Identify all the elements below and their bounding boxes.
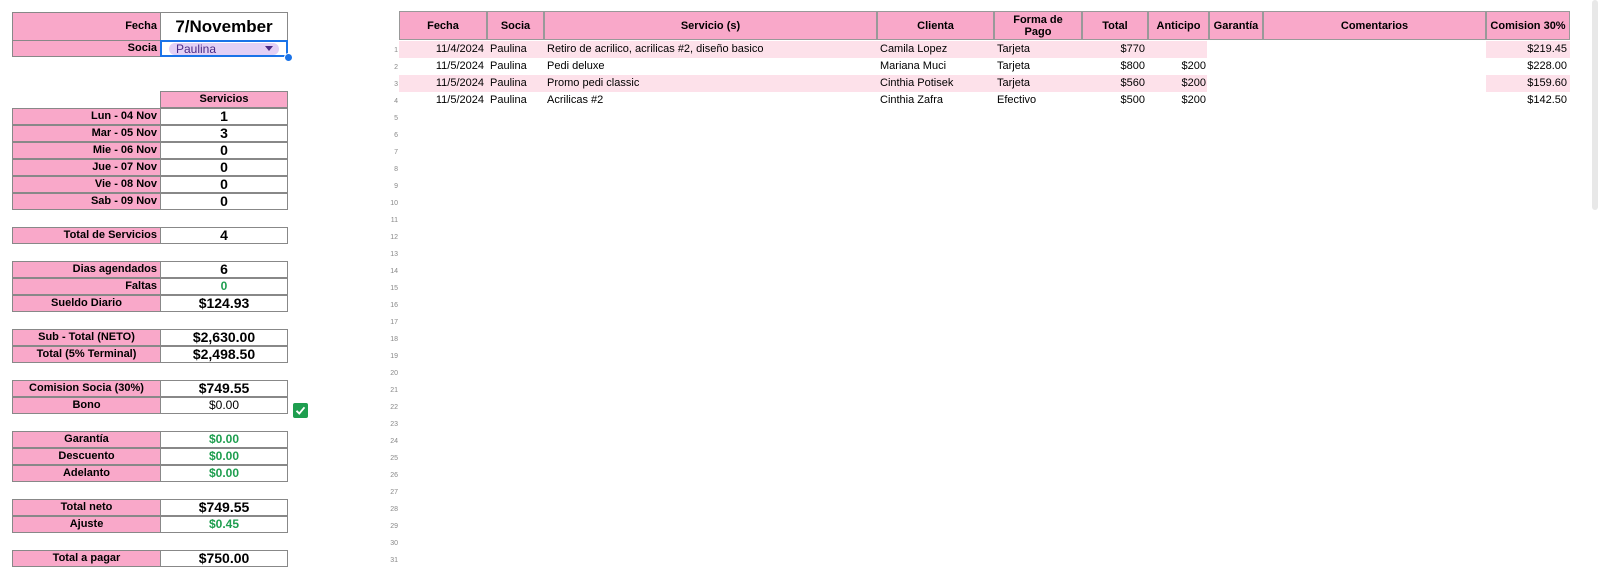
cell-servicio[interactable]: Acrilicas #2 [547, 94, 604, 106]
day-label-mar: Mar - 05 Nov [12, 125, 161, 142]
cell-comision[interactable]: $228.00 [1527, 60, 1567, 72]
cell-forma-pago[interactable]: Tarjeta [997, 77, 1031, 89]
row-number: 1 [394, 47, 398, 54]
row-number: 27 [390, 489, 398, 496]
descuento-value[interactable]: $0.00 [160, 448, 288, 465]
comision-value[interactable]: $749.55 [160, 380, 288, 397]
col-header-servicio[interactable]: Servicio (s) [544, 11, 877, 40]
row-number: 23 [390, 421, 398, 428]
row-number: 17 [390, 319, 398, 326]
garantia-value[interactable]: $0.00 [160, 431, 288, 448]
cell-comision[interactable]: $159.60 [1527, 77, 1567, 89]
cell-forma-pago[interactable]: Efectivo [997, 94, 1037, 106]
cell-anticipo[interactable] [1148, 41, 1206, 58]
row-number: 7 [394, 149, 398, 156]
row-number: 21 [390, 387, 398, 394]
day-value-sab[interactable]: 0 [160, 193, 288, 210]
total-servicios-label: Total de Servicios [12, 227, 161, 244]
row-number: 28 [390, 506, 398, 513]
servicios-header: Servicios [160, 91, 288, 108]
row-number: 26 [390, 472, 398, 479]
subtotal-value[interactable]: $2,630.00 [160, 329, 288, 346]
day-value-lun[interactable]: 1 [160, 108, 288, 125]
row-number: 31 [390, 557, 398, 564]
row-number: 30 [390, 540, 398, 547]
day-label-vie: Vie - 08 Nov [12, 176, 161, 193]
adelanto-label: Adelanto [12, 465, 161, 482]
cell-clienta[interactable]: Cinthia Potisek [880, 77, 954, 89]
cell-fecha[interactable]: 11/4/2024 [435, 43, 484, 55]
row-number: 18 [390, 336, 398, 343]
cell-total[interactable]: $800 [1120, 60, 1145, 72]
cell-servicio[interactable]: Retiro de acrilico, acrilicas #2, diseño basico [547, 43, 764, 55]
total-neto-value[interactable]: $749.55 [160, 499, 288, 516]
cell-anticipo[interactable]: $200 [1181, 94, 1206, 106]
row-number: 19 [390, 353, 398, 360]
day-label-mie: Mie - 06 Nov [12, 142, 161, 159]
row-number: 20 [390, 370, 398, 377]
day-value-mie[interactable]: 0 [160, 142, 288, 159]
ajuste-label: Ajuste [12, 516, 161, 533]
vertical-scrollbar[interactable] [1592, 0, 1598, 210]
col-header-anticipo[interactable]: Anticipo [1148, 11, 1209, 40]
dias-agendados-value[interactable]: 6 [160, 261, 288, 278]
dias-agendados-label: Dias agendados [12, 261, 161, 278]
check-icon [295, 405, 306, 416]
row-number: 4 [394, 98, 398, 105]
total-terminal-value[interactable]: $2,498.50 [160, 346, 288, 363]
fill-handle[interactable] [284, 53, 293, 62]
row-number: 12 [390, 234, 398, 241]
cell-socia[interactable]: Paulina [490, 94, 527, 106]
cell-clienta[interactable]: Cinthia Zafra [880, 94, 943, 106]
row-number: 14 [390, 268, 398, 275]
col-header-comentarios[interactable]: Comentarios [1263, 11, 1486, 40]
row-number: 25 [390, 455, 398, 462]
cell-total[interactable]: $770 [1120, 43, 1145, 55]
fecha-label: Fecha [12, 12, 161, 41]
day-value-jue[interactable]: 0 [160, 159, 288, 176]
comision-label: Comision Socia (30%) [12, 380, 161, 397]
row-number: 13 [390, 251, 398, 258]
row-number: 6 [394, 132, 398, 139]
chevron-down-icon[interactable] [265, 46, 273, 51]
row-number: 24 [390, 438, 398, 445]
day-label-jue: Jue - 07 Nov [12, 159, 161, 176]
faltas-label: Faltas [12, 278, 161, 295]
col-header-total[interactable]: Total [1082, 11, 1148, 40]
row-number: 11 [390, 217, 398, 224]
col-header-clienta[interactable]: Clienta [877, 11, 994, 40]
cell-servicio[interactable]: Pedi deluxe [547, 60, 605, 72]
row-number: 15 [390, 285, 398, 292]
row-number: 8 [394, 166, 398, 173]
cell-socia[interactable]: Paulina [490, 77, 527, 89]
subtotal-label: Sub - Total (NETO) [12, 329, 161, 346]
day-value-mar[interactable]: 3 [160, 125, 288, 142]
cell-forma-pago[interactable]: Tarjeta [997, 60, 1031, 72]
cell-fecha[interactable]: 11/5/2024 [435, 60, 484, 72]
col-header-fecha[interactable]: Fecha [399, 11, 487, 40]
ajuste-value[interactable]: $0.45 [160, 516, 288, 533]
cell-total[interactable]: $500 [1120, 94, 1145, 106]
col-header-garantia[interactable]: Garantía [1209, 11, 1263, 40]
col-header-comision[interactable]: Comision 30% [1486, 11, 1570, 40]
bono-value[interactable]: $0.00 [160, 397, 288, 414]
cell-servicio[interactable]: Promo pedi classic [547, 77, 640, 89]
cell-socia[interactable]: Paulina [490, 43, 527, 55]
cell-anticipo[interactable]: $200 [1181, 77, 1206, 89]
total-servicios-value[interactable]: 4 [160, 227, 288, 244]
total-pagar-value[interactable]: $750.00 [160, 550, 288, 567]
total-pagar-label: Total a pagar [12, 550, 161, 567]
row-number: 5 [394, 115, 398, 122]
cell-forma-pago[interactable]: Tarjeta [997, 43, 1031, 55]
cell-socia[interactable]: Paulina [490, 60, 527, 72]
row-number: 10 [390, 200, 398, 207]
row-number: 3 [394, 81, 398, 88]
adelanto-value[interactable]: $0.00 [160, 465, 288, 482]
col-header-forma-pago[interactable]: Forma de Pago [994, 11, 1082, 40]
row-number: 22 [390, 404, 398, 411]
row-number: 29 [390, 523, 398, 530]
socia-chip[interactable] [169, 43, 279, 55]
cell-clienta[interactable]: Camila Lopez [880, 43, 948, 55]
fecha-value[interactable]: 7/November [160, 12, 288, 41]
total-terminal-label: Total (5% Terminal) [12, 346, 161, 363]
faltas-value[interactable]: 0 [160, 278, 288, 295]
day-label-sab: Sab - 09 Nov [12, 193, 161, 210]
day-value-vie[interactable]: 0 [160, 176, 288, 193]
socia-chip-value: Paulina [176, 42, 217, 56]
cell-comision[interactable]: $142.50 [1527, 94, 1567, 106]
cell-fecha[interactable]: 11/5/2024 [435, 77, 484, 89]
socia-label: Socia [12, 40, 161, 57]
day-label-lun: Lun - 04 Nov [12, 108, 161, 125]
cell-total[interactable]: $560 [1120, 77, 1145, 89]
sueldo-diario-value[interactable]: $124.93 [160, 295, 288, 312]
cell-clienta[interactable]: Mariana Muci [880, 60, 947, 72]
cell-fecha[interactable]: 11/5/2024 [435, 94, 484, 106]
descuento-label: Descuento [12, 448, 161, 465]
row-number: 9 [394, 183, 398, 190]
bono-checkbox[interactable] [293, 403, 308, 418]
bono-label: Bono [12, 397, 161, 414]
row-number: 16 [390, 302, 398, 309]
row-number: 2 [394, 64, 398, 71]
col-header-socia[interactable]: Socia [487, 11, 544, 40]
total-neto-label: Total neto [12, 499, 161, 516]
garantia-label: Garantía [12, 431, 161, 448]
socia-dropdown[interactable] [160, 40, 288, 57]
cell-comision[interactable]: $219.45 [1527, 43, 1567, 55]
cell-anticipo[interactable]: $200 [1181, 60, 1206, 72]
sueldo-diario-label: Sueldo Diario [12, 295, 161, 312]
